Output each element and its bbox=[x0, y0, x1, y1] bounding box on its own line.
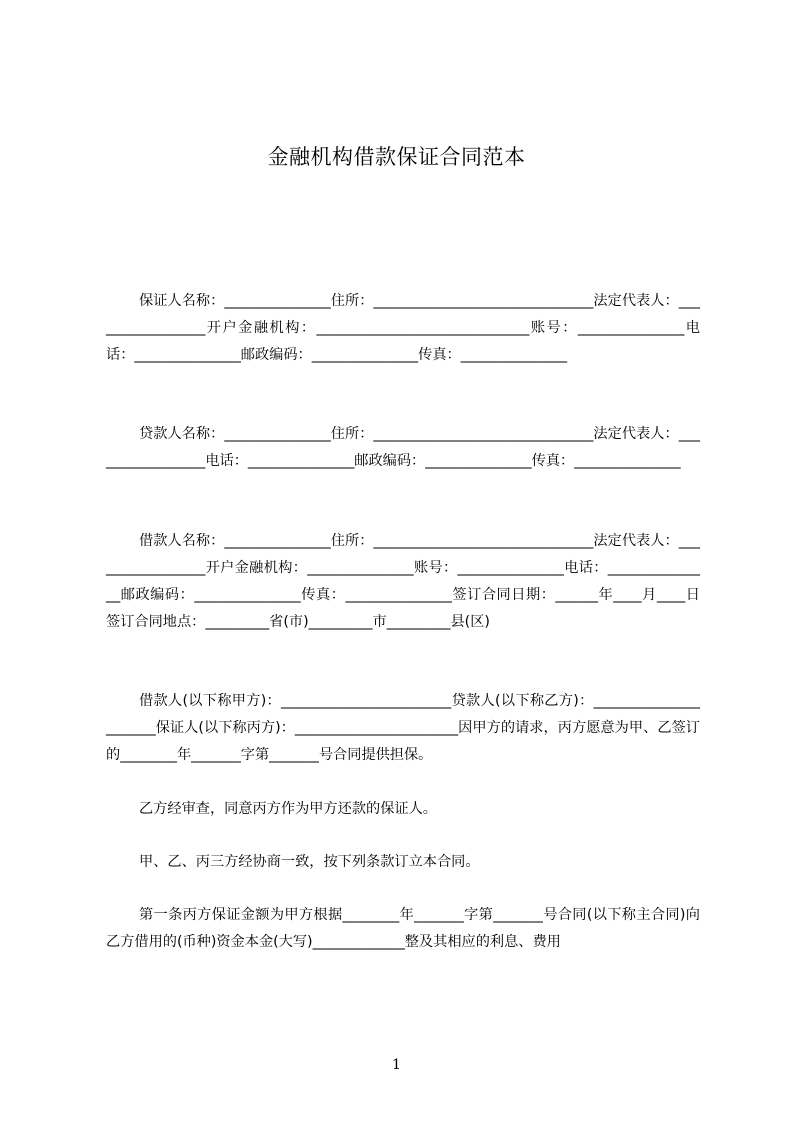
paragraph-guarantor-info: 保证人名称：_______________住所：_______________________________法定代表人：_________________开户金融机构：______________________________账号：_______________电话：_______________邮政编码：_______________传真：_______________ bbox=[106, 293, 700, 363]
paragraph-agreement-statement: 甲、乙、丙三方经协商一致，按下列条款订立本合同。 bbox=[139, 854, 480, 870]
paragraph-article-one: 第一条丙方保证金额为甲方根据________年_______字第_______号合同(以下称主合同)向乙方借用的(币种)资金本金(大写)_____________整及其相应的利息、费用 bbox=[106, 907, 700, 950]
paragraph-lender-info: 贷款人名称：_______________住所：_______________________________法定代表人：_________________电话：_______________邮政编码：_______________传真：_______________ bbox=[106, 426, 700, 469]
document-title: 金融机构借款保证合同范本 bbox=[267, 145, 526, 169]
paragraph-lender-approval: 乙方经审查，同意丙方作为甲方还款的保证人。 bbox=[139, 801, 437, 817]
paragraph-borrower-info: 借款人名称：_______________住所：_______________________________法定代表人：_________________开户金融机构：_______________账号：_______________电话：_______________邮政编码：_______________传真：_______________签订合同日期：______年____月____日签订合同地点：_________省(市)_________市_________县(区) bbox=[106, 533, 700, 630]
page-number: 1 bbox=[392, 1057, 401, 1073]
paragraph-parties-definition: 借款人(以下称甲方)：________________________贷款人(以下称乙方)：______________________保证人(以下称丙方)：_______________________因甲方的请求，丙方愿意为甲、乙签订的________年_______字第_______号合同提供担保。 bbox=[106, 693, 700, 763]
